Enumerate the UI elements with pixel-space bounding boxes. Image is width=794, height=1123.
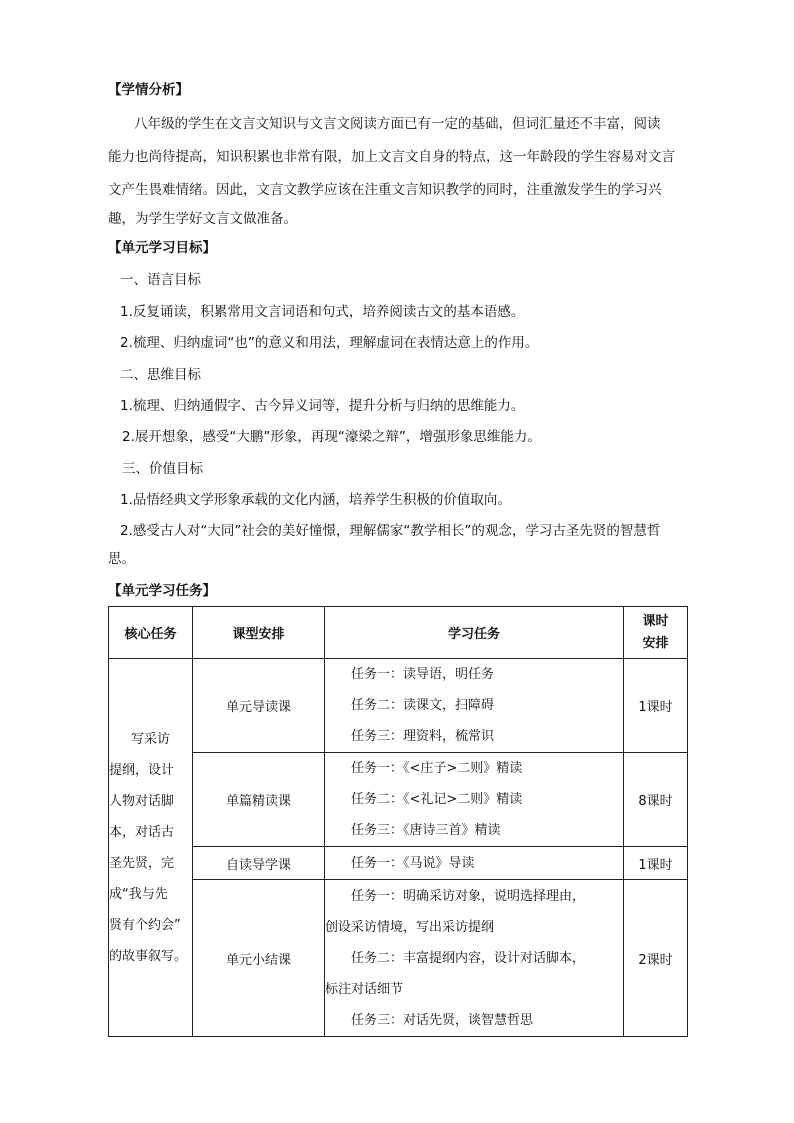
core-task-line: 的故事叙写。 <box>109 948 188 964</box>
goal-item: 2.展开想象，感受“大鹏”形象，再现“濠梁之辩”，增强形象思维能力。 <box>122 429 541 445</box>
task-item: 任务二：《<礼记>二则》精读 <box>351 792 523 807</box>
table-header-row <box>109 607 688 659</box>
task-item: 任务一：《马说》导读 <box>351 855 475 871</box>
task-item: 任务一：《<庄子>二则》精读 <box>351 761 523 776</box>
goals-heading: 【单元学习目标】 <box>108 240 216 256</box>
goal-group-title-language: 一、语言目标 <box>120 272 201 288</box>
unit-tasks-table <box>108 606 688 1037</box>
header-class-hours <box>624 607 688 659</box>
task-item: 任务一：读导语，明任务 <box>351 667 495 682</box>
header-core-task: 核心任务 <box>109 607 193 659</box>
goal-item: 2.梳理、归纳虚词“也”的意义和用法，理解虚词在表情达意上的作用。 <box>120 335 539 351</box>
task-item: 任务二：丰富提纲内容，设计对话脚本， <box>351 950 586 966</box>
analysis-line-2: 能力也尚待提高，知识积累也非常有限，加上文言文自身的特点，这一年龄段的学生容易对文言 <box>108 149 675 165</box>
analysis-heading: 【学情分析】 <box>108 82 189 98</box>
goal-item: 1.梳理、归纳通假字、古今异义词等，提升分析与归纳的思维能力。 <box>120 398 525 414</box>
goal-item: 2.感受古人对“大同”社会的美好憧憬，理解儒家“教学相长”的观念，学习古圣先贤的智慧哲 <box>120 523 661 539</box>
task-list-cell <box>325 753 624 847</box>
task-item-continued: 创设采访情境，写出采访提纲 <box>325 919 495 935</box>
task-item: 任务二：读课文，扫障碍 <box>351 698 495 713</box>
core-task-line: 成“我与先 <box>109 886 168 902</box>
lesson-type-cell: 单篇精读课 <box>193 753 325 847</box>
goal-item: 1.品悟经典文学形象承载的文化内涵，培养学生积极的价值取向。 <box>120 492 511 508</box>
core-task-cell <box>109 659 193 1037</box>
core-task-line: 圣先贤，完 <box>109 855 175 871</box>
table-row <box>109 847 688 880</box>
hours-cell: 1课时 <box>624 659 688 753</box>
core-task-line: 提纲，设计 <box>109 762 175 778</box>
task-item: 任务三：理资料，梳常识 <box>351 729 495 744</box>
task-list-cell <box>325 659 624 753</box>
core-task-line: 本，对话古 <box>109 824 175 840</box>
goal-item-continued: 思。 <box>108 551 135 567</box>
tasks-heading: 【单元学习任务】 <box>108 583 216 599</box>
core-task-line: 贤有个约会” <box>109 917 181 933</box>
lesson-type-cell: 单元导读课 <box>193 659 325 753</box>
core-task-line: 写采访 <box>130 731 170 747</box>
analysis-line-4: 趣，为学生学好文言文做准备。 <box>108 211 297 227</box>
task-item-continued: 标注对话细节 <box>325 981 404 997</box>
goal-item: 1.反复诵读，积累常用文言词语和句式，培养阅读古文的基本语感。 <box>120 304 525 320</box>
analysis-line-1: 八年级的学生在文言文知识与文言文阅读方面已有一定的基础，但词汇量还不丰富，阅读 <box>134 116 661 132</box>
goal-group-title-values: 三、价值目标 <box>122 461 203 477</box>
analysis-line-3: 文产生畏难情绪。因此，文言文教学应该在注重文言知识教学的同时，注重激发学生的学习兴 <box>108 182 662 198</box>
header-hours-line1: 课时 <box>642 613 669 629</box>
core-task-line: 人物对话脚 <box>109 793 175 809</box>
header-lesson-type: 课型安排 <box>193 607 325 659</box>
task-item: 任务三：对话先贤，谈智慧哲思 <box>351 1012 534 1028</box>
hours-cell: 8课时 <box>624 753 688 847</box>
task-item: 任务三：《唐诗三首》精读 <box>351 823 501 838</box>
goal-group-title-thinking: 二、思维目标 <box>120 367 201 383</box>
hours-cell: 2课时 <box>624 880 688 1037</box>
lesson-type-cell: 单元小结课 <box>193 880 325 1037</box>
task-list-cell <box>325 847 624 880</box>
task-list-cell <box>325 880 624 1037</box>
header-hours-line2: 安排 <box>642 635 669 651</box>
table-row <box>109 659 688 753</box>
lesson-type-cell: 自读导学课 <box>193 847 325 880</box>
header-learning-tasks: 学习任务 <box>325 607 624 659</box>
task-item: 任务一：明确采访对象，说明选择理由， <box>351 888 586 904</box>
hours-cell: 1课时 <box>624 847 688 880</box>
table-row <box>109 880 688 1037</box>
table-row <box>109 753 688 847</box>
